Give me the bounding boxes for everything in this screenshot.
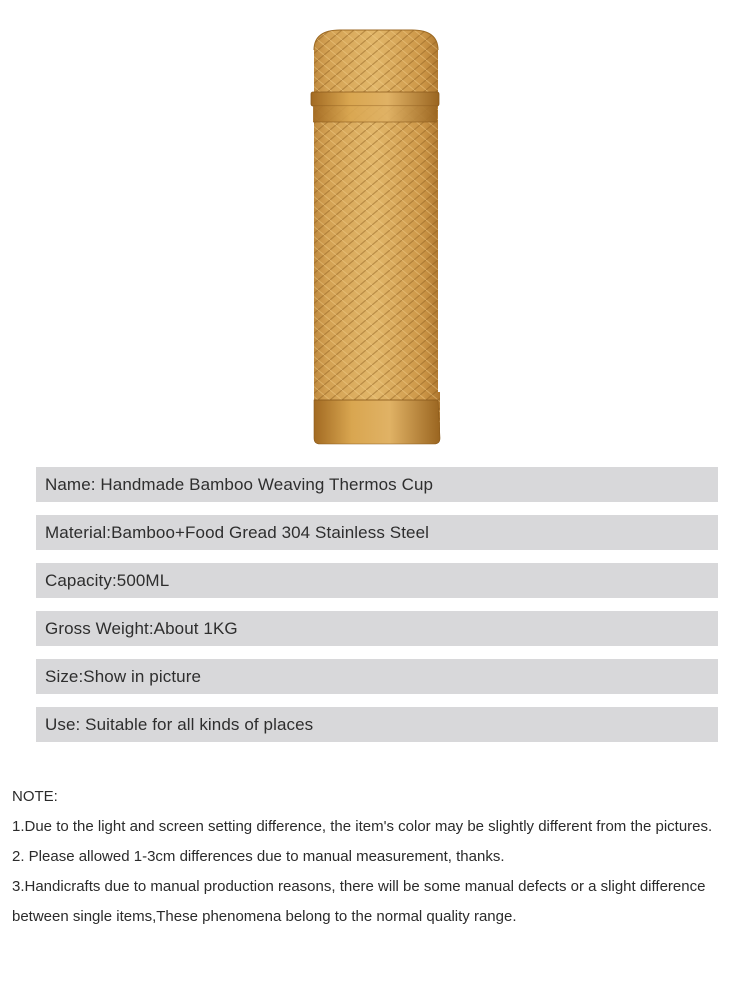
spec-material-text: Material:Bamboo+Food Gread 304 Stainless Steel [45, 522, 430, 542]
spec-capacity [36, 563, 718, 598]
product-image [300, 20, 450, 450]
spec-size [36, 659, 718, 694]
spec-material [36, 515, 718, 550]
note-item-2: 2. Please allowed 1-3cm differences due to manual measurement, thanks. [12, 848, 505, 865]
spec-name [36, 467, 718, 502]
spec-list [36, 467, 718, 755]
spec-size-text: Size:Show in picture [45, 666, 202, 686]
spec-use [36, 707, 718, 742]
note-item-3: 3.Handicrafts due to manual production reasons, there will be some manual defects or a slight difference between single items,These phenomena belong to the normal quality range. [12, 878, 706, 925]
spec-gross-weight-text: Gross Weight:About 1KG [45, 618, 238, 638]
spec-gross-weight [36, 611, 718, 646]
bamboo-thermos-cup-image [300, 20, 450, 450]
spec-name-text: Name: Handmade Bamboo Weaving Thermos Cup [45, 474, 434, 494]
note-item-1: 1.Due to the light and screen setting difference, the item's color may be slightly different from the pictures. [12, 818, 713, 835]
note-block [12, 782, 744, 932]
spec-capacity-text: Capacity:500ML [45, 570, 170, 590]
note-heading: NOTE: [12, 788, 58, 805]
spec-use-text: Use: Suitable for all kinds of places [45, 714, 314, 734]
